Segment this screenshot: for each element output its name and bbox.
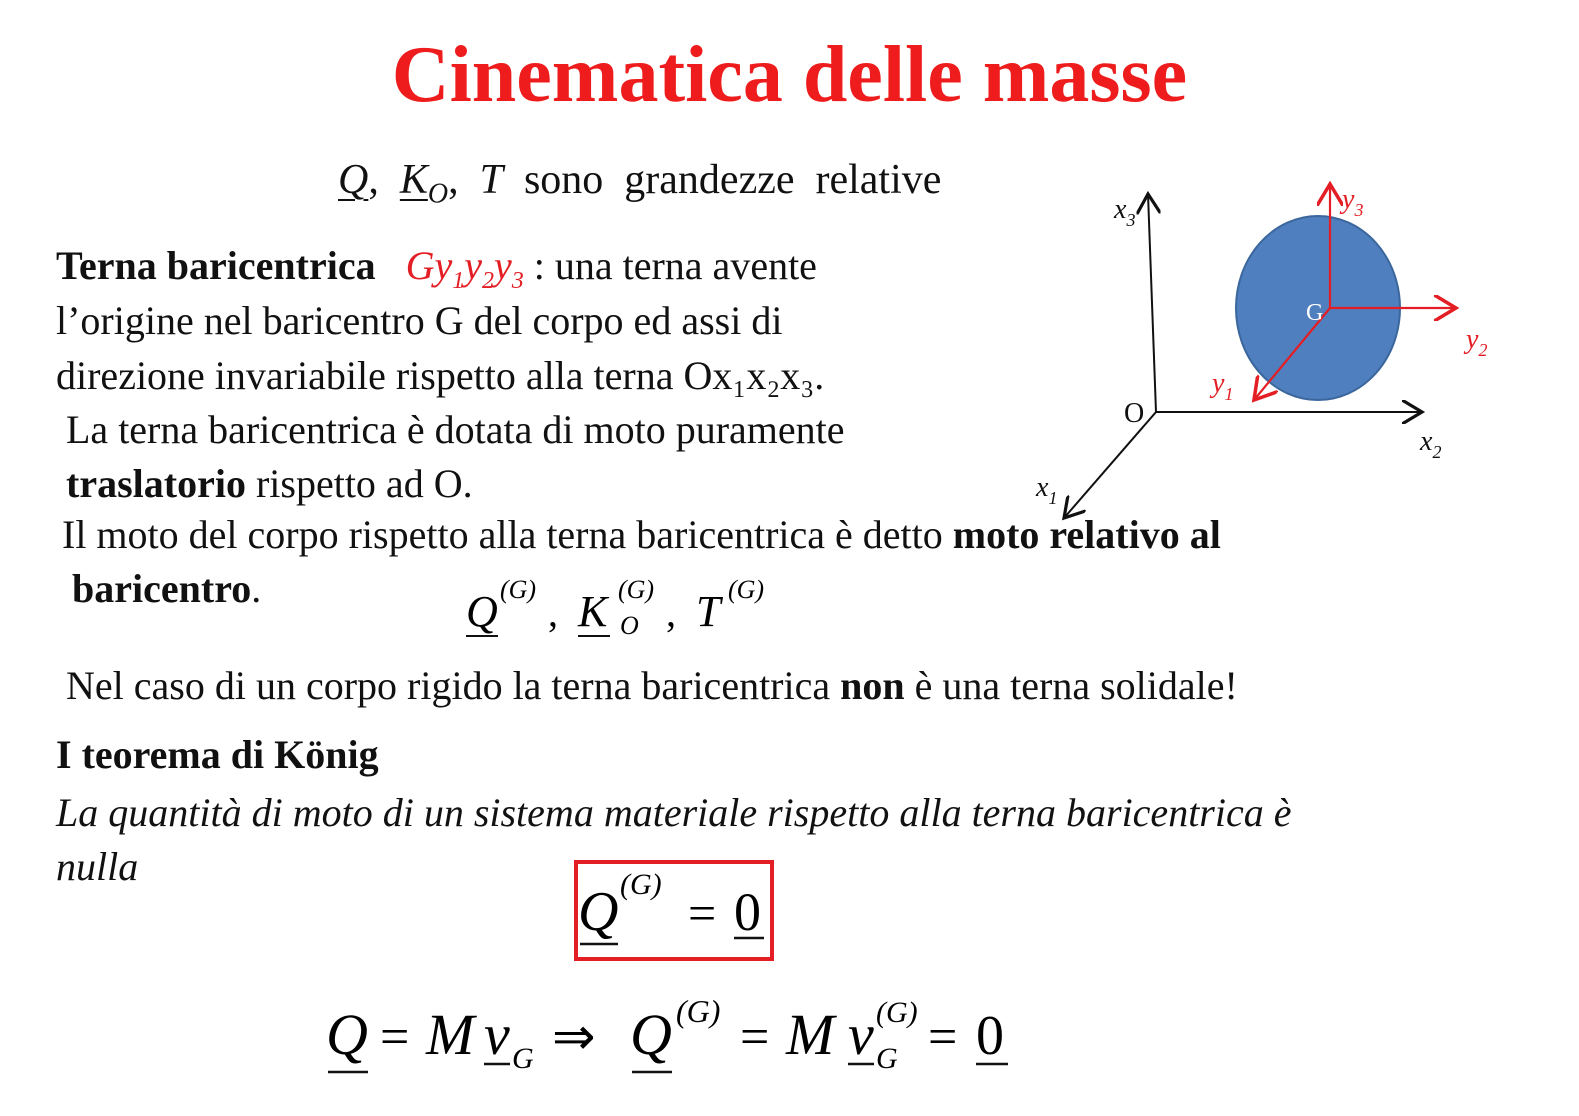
svg-text:0: 0 — [734, 882, 761, 942]
svg-text:⇒: ⇒ — [552, 1009, 596, 1066]
svg-text:Q: Q — [466, 587, 498, 636]
paragraph2-line2 — [66, 462, 473, 506]
svg-text:(G): (G) — [676, 993, 721, 1029]
traslatorio-bold: traslatorio — [66, 461, 246, 506]
symbol-q: Q — [338, 157, 369, 203]
boxed-equation — [578, 864, 770, 957]
final-equation — [320, 992, 1020, 1092]
paragraph2-rest: rispetto ad O. — [245, 461, 473, 506]
label-x1: $x_1$ — [1036, 472, 1058, 508]
svg-text:Q: Q — [630, 1002, 672, 1067]
paragraph1-line2: l’origine nel baricentro G del corpo ed assi di — [56, 298, 783, 343]
terna-baricentrica-line — [56, 244, 817, 303]
label-y1: $y_1$ — [1212, 368, 1234, 404]
theorem-title: I teorema di König — [56, 732, 379, 777]
svg-text:(G): (G) — [620, 868, 662, 901]
label-o: O — [1124, 398, 1145, 429]
paragraph4-line — [66, 664, 1238, 708]
svg-text:,: , — [548, 590, 558, 635]
svg-text:(G): (G) — [500, 575, 537, 604]
label-y3: $y_3$ — [1342, 184, 1364, 220]
paragraph2-line1: La terna baricentrica è dotata di moto puramente — [66, 407, 845, 452]
svg-text:G: G — [876, 1042, 898, 1075]
label-y2: $y_2$ — [1466, 324, 1488, 360]
relative-quantities-line: Q, $K_O$, T sono grandezze relative — [338, 157, 942, 210]
svg-text:=: = — [688, 885, 717, 941]
svg-text:M: M — [786, 1002, 835, 1067]
label-x3: $x_3$ — [1114, 194, 1136, 230]
moto-relativo-bold: moto relativo al — [952, 512, 1221, 557]
svg-text:(G): (G) — [876, 996, 918, 1029]
relative-quantities-text: sono grandezze relative — [523, 157, 942, 203]
terna-def-text: : una terna avente — [533, 243, 817, 288]
reference-frames-diagram — [1020, 170, 1540, 530]
relative-quantities-g-formula — [460, 570, 790, 650]
terna-baricentrica-label: Terna baricentrica — [56, 243, 376, 288]
paragraph4-text2: è una terna solidale! — [904, 663, 1238, 708]
svg-text:Q: Q — [326, 1002, 368, 1067]
paragraph3-line2 — [72, 567, 261, 611]
svg-text:K: K — [578, 587, 608, 636]
svg-text:=: = — [380, 1009, 410, 1066]
svg-text:0: 0 — [976, 1005, 1004, 1067]
label-g: G — [1306, 300, 1324, 326]
baricentro-bold: baricentro — [72, 566, 252, 611]
svg-text:,: , — [666, 590, 676, 635]
svg-text:v: v — [484, 1002, 510, 1067]
svg-text:(G): (G) — [728, 575, 765, 604]
svg-text:Q: Q — [578, 881, 619, 943]
symbol-o-sub: O — [427, 178, 449, 210]
paragraph1-line3: direzione invariabile rispetto alla terna Ox₁x₂x₃. — [56, 353, 825, 398]
paragraph3-end: . — [251, 566, 262, 611]
paragraph3-text: Il moto del corpo rispetto alla terna baricentrica è detto — [62, 512, 953, 557]
x3-axis — [1148, 194, 1156, 412]
terna-symbol: $Gy_1y_2y_3$ — [405, 243, 524, 294]
svg-text:(G): (G) — [618, 575, 655, 604]
svg-text:=: = — [928, 1009, 958, 1066]
svg-text:T: T — [696, 587, 721, 636]
page-title: Cinematica delle masse — [391, 31, 1188, 119]
svg-text:M: M — [426, 1002, 475, 1067]
svg-text:v: v — [848, 1002, 874, 1067]
symbol-k: K — [399, 157, 428, 203]
paragraph4-text1: Nel caso di un corpo rigido la terna baricentrica — [66, 663, 841, 708]
label-x2: $x_2$ — [1420, 426, 1442, 462]
theorem-statement-line2: nulla — [56, 844, 139, 889]
symbol-t: T — [479, 157, 503, 203]
svg-text:=: = — [740, 1009, 770, 1066]
svg-text:G: G — [512, 1042, 534, 1075]
svg-text:O: O — [620, 611, 639, 640]
non-bold: non — [840, 663, 905, 708]
theorem-statement-line1: La quantità di moto di un sistema materiale rispetto alla terna baricentrica è — [56, 790, 1292, 835]
